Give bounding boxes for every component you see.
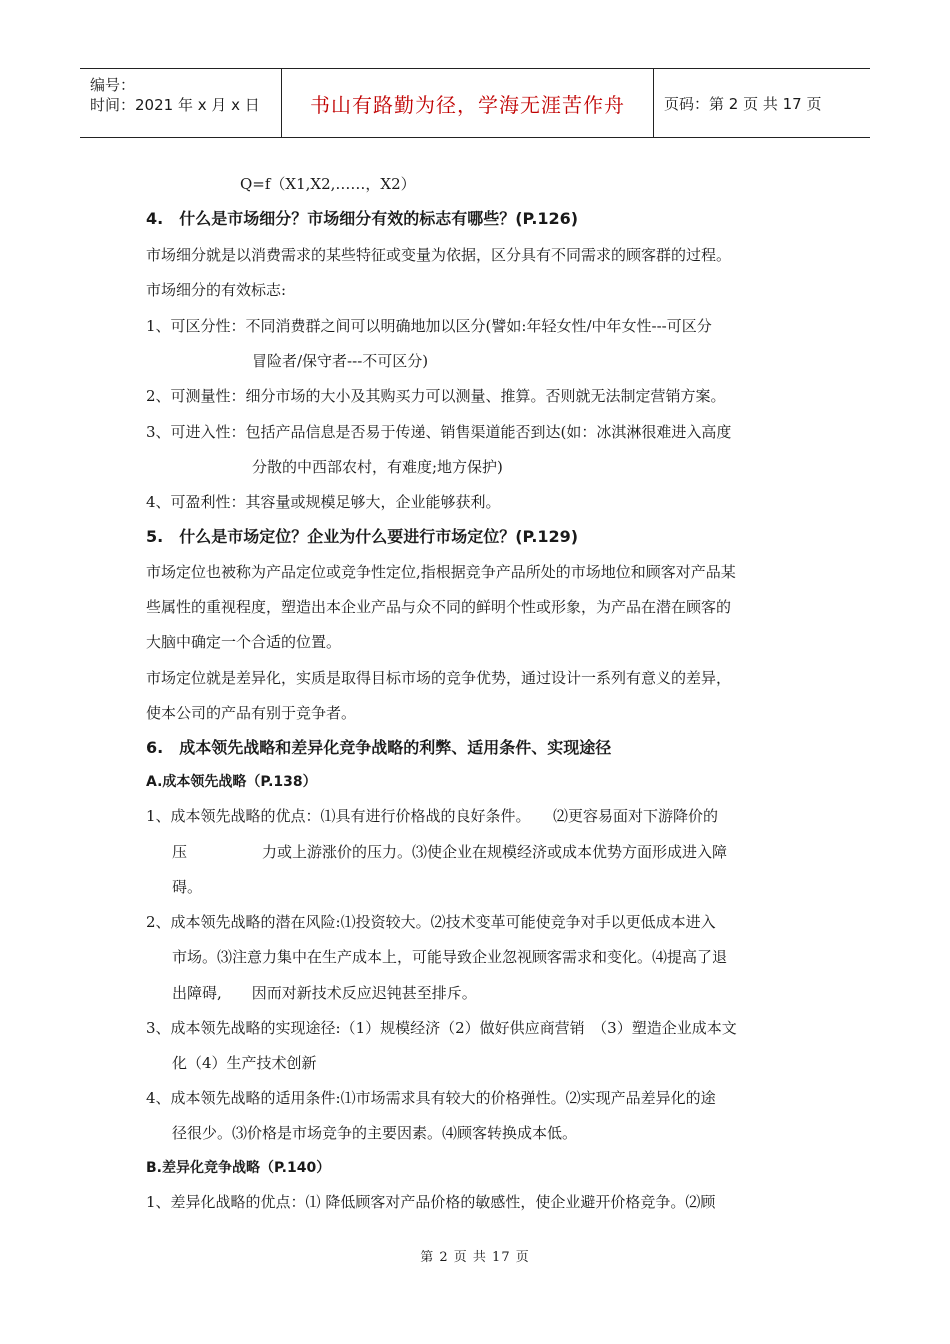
- formula-line: Q=f（X1,X2,……，X2）: [240, 175, 416, 193]
- header-meta: [80, 69, 282, 137]
- question-heading: 5. 什么是市场定位？企业为什么要进行市场定位？(P.129): [146, 527, 579, 546]
- section-subheading: B.差异化竞争战略（P.140）: [146, 1160, 331, 1176]
- list-item: 4、可盈利性：其容量或规模足够大，企业能够获利。: [146, 493, 501, 511]
- section-subheading: A.成本领先战略（P.138）: [146, 774, 317, 790]
- list-item-continuation: 市场。⑶注意力集中在生产成本上，可能导致企业忽视顾客需求和变化。⑷提高了退: [172, 948, 728, 966]
- list-item: 2、成本领先战略的潜在风险:⑴投资较大。⑵技术变革可能使竞争对手以更低成本进入: [146, 913, 716, 931]
- list-item-continuation: 出障碍, 因而对新技术反应迟钝甚至排斥。: [172, 984, 477, 1002]
- page-footer: 第 2 页 共 17 页: [420, 1250, 530, 1265]
- list-item: 3、成本领先战略的实现途径:（1）规模经济（2）做好供应商营销 （3）塑造企业成本文: [146, 1019, 737, 1037]
- paragraph-line: 市场定位也被称为产品定位或竞争性定位,指根据竞争产品所处的市场地位和顾客对产品某: [146, 563, 736, 581]
- doc-number-label: 编号：: [90, 76, 136, 94]
- list-item-continuation: 分散的中西部农村，有难度;地方保护): [252, 458, 503, 476]
- doc-date: 时间：2021 年 x 月 x 日: [90, 96, 260, 114]
- page-header: [80, 68, 870, 138]
- paragraph-line: 市场细分就是以消费需求的某些特征或变量为依据，区分具有不同需求的顾客群的过程。: [146, 246, 732, 264]
- paragraph-line: 些属性的重视程度，塑造出本企业产品与众不同的鲜明个性或形象，为产品在潜在顾客的: [146, 598, 732, 616]
- list-item-continuation: 化（4）生产技术创新: [172, 1054, 317, 1072]
- list-item-continuation: 冒险者/保守者---不可区分): [252, 352, 429, 370]
- paragraph-line: 市场细分的有效标志:: [146, 281, 287, 299]
- list-item-continuation: 压 力或上游涨价的压力。⑶使企业在规模经济或成本优势方面形成进入障: [172, 843, 728, 861]
- list-item: 1、可区分性：不同消费群之间可以明确地加以区分(譬如:年轻女性/中年女性---可区分: [146, 317, 712, 335]
- list-item-continuation: 碍。: [172, 878, 203, 896]
- list-item: 1、差异化战略的优点：⑴ 降低顾客对产品价格的敏感性，使企业避开价格竞争。⑵顾: [146, 1193, 716, 1211]
- paragraph-line: 大脑中确定一个合适的位置。: [146, 633, 342, 651]
- paragraph-line: 市场定位就是差异化，实质是取得目标市场的竞争优势，通过设计一系列有意义的差异，: [146, 669, 732, 687]
- list-item: 2、可测量性：细分市场的大小及其购买力可以测量、推算。否则就无法制定营销方案。: [146, 387, 726, 405]
- question-heading: 6. 成本领先战略和差异化竞争战略的利弊、适用条件、实现途径: [146, 738, 612, 757]
- header-page-info: 页码：第 2 页 共 17 页: [664, 94, 822, 113]
- list-item: 4、成本领先战略的适用条件:⑴市场需求具有较大的价格弹性。⑵实现产品差异化的途: [146, 1089, 716, 1107]
- header-motto: 书山有路勤为径，学海无涯苦作舟: [282, 69, 654, 137]
- list-item: 1、成本领先战略的优点：⑴具有进行价格战的良好条件。 ⑵更容易面对下游降价的: [146, 807, 719, 825]
- list-item: 3、可进入性：包括产品信息是否易于传递、销售渠道能否到达(如：冰淇淋很难进入高度: [146, 423, 732, 441]
- paragraph-line: 使本公司的产品有别于竞争者。: [146, 704, 357, 722]
- list-item-continuation: 径很少。⑶价格是市场竞争的主要因素。⑷顾客转换成本低。: [172, 1124, 578, 1142]
- question-heading: 4. 什么是市场细分？市场细分有效的标志有哪些？(P.126): [146, 209, 579, 228]
